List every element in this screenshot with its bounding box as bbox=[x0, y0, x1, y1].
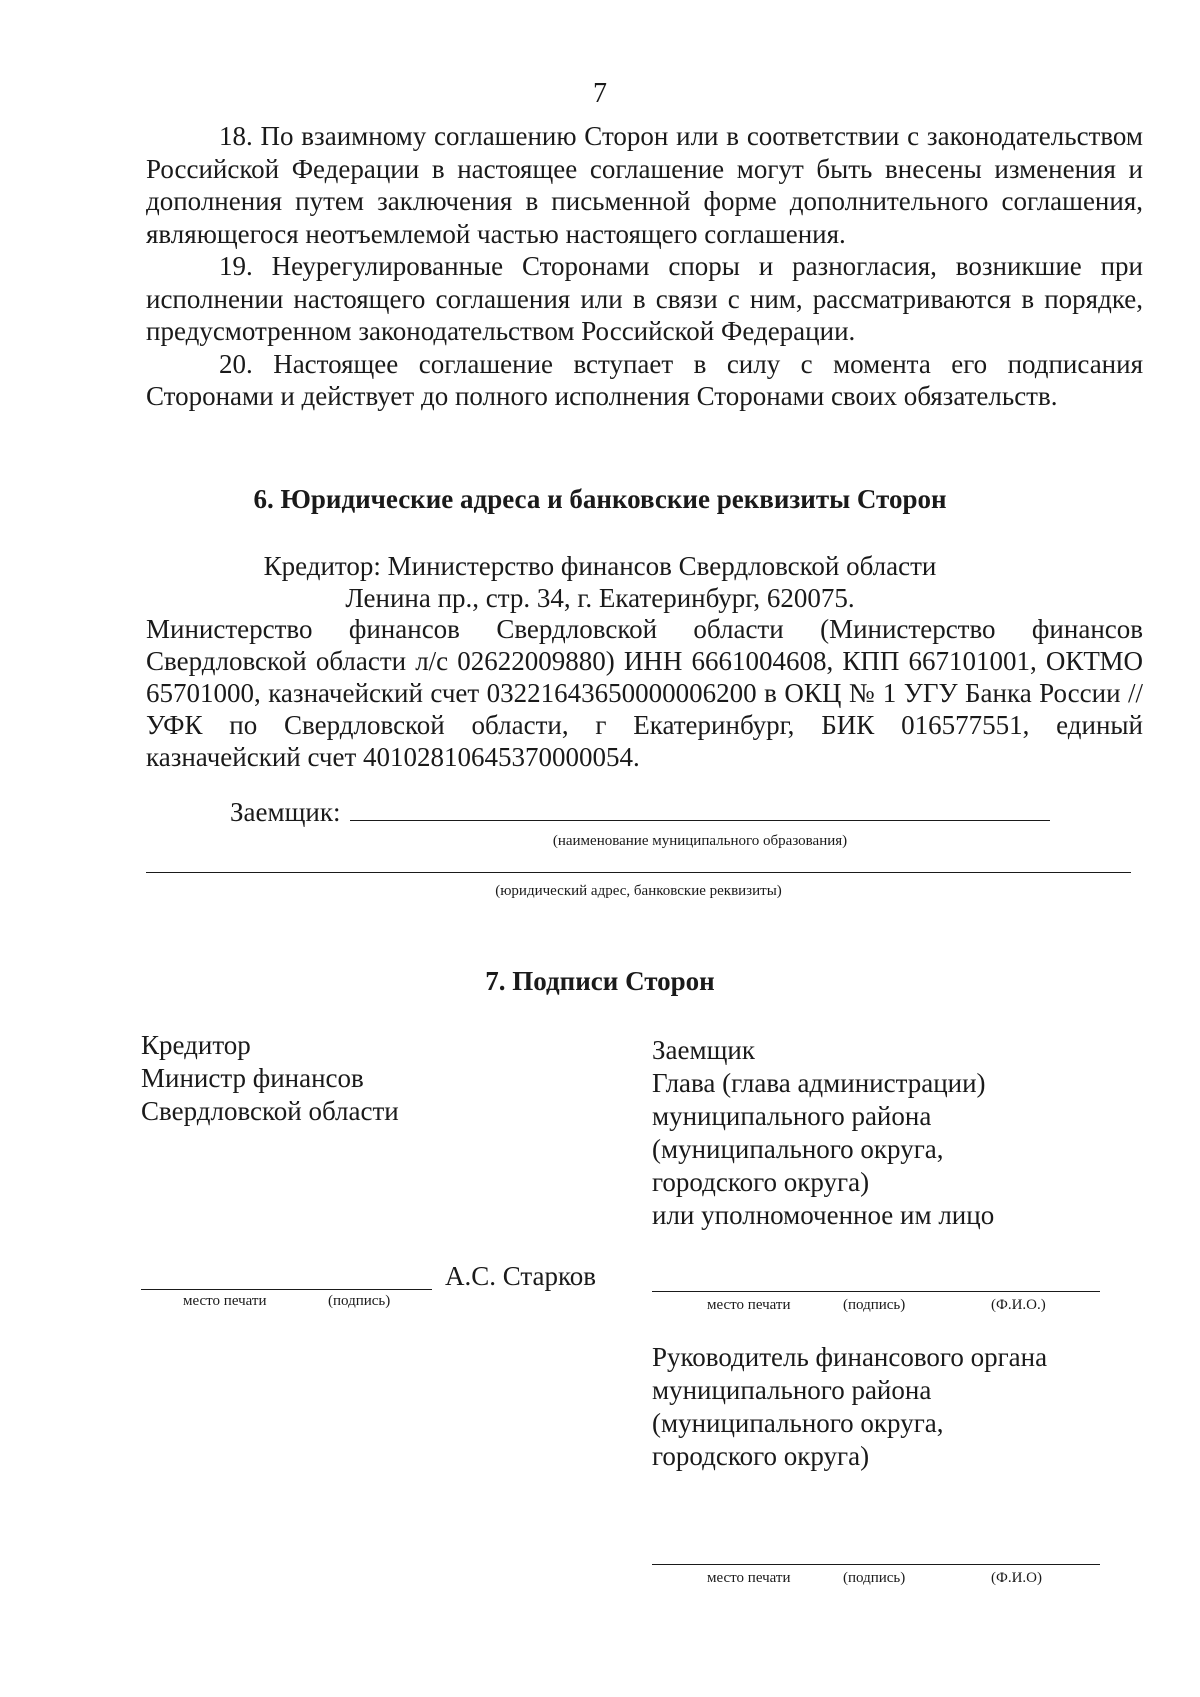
clause-19: 19. Неурегулированные Сторонами споры и разногласия, возникшие при исполнении настоящего соглашения или в связи с ним, рассматриваются в порядке, предусмотренном законодательством Российской Федерации. bbox=[146, 251, 1143, 346]
finance-head-district-line: муниципального района bbox=[652, 1375, 932, 1405]
agreement-clauses bbox=[146, 120, 1143, 413]
borrower-position-line: Глава (глава администрации) bbox=[652, 1068, 986, 1098]
borrower-seal-caption: место печати bbox=[707, 1297, 791, 1313]
section-6-title: 6. Юридические адреса и банковские реквизиты Сторон bbox=[253, 484, 947, 514]
borrower-address-caption: (юридический адрес, банковские реквизиты) bbox=[495, 883, 782, 899]
finance-head-title-line: Руководитель финансового органа bbox=[652, 1342, 1048, 1372]
borrower-authorized-line: или уполномоченное им лицо bbox=[652, 1200, 995, 1230]
clause-18: 18. По взаимному соглашению Сторон или в соответствии с законодательством Российской Федерации в настоящее соглашение могут быть внесены изменения и дополнения путем заключения в письменной форме дополнительного соглашения, являющегося неотъемлемой частью настоящего соглашения. bbox=[146, 121, 1143, 249]
creditor-seal-caption: место печати bbox=[183, 1293, 267, 1309]
page-number: 7 bbox=[593, 78, 607, 109]
creditor-region-line: Свердловской области bbox=[141, 1096, 399, 1126]
creditor-line: Кредитор: Министерство финансов Свердловской области bbox=[263, 551, 937, 581]
finance-head-signature-field bbox=[652, 1564, 1100, 1565]
creditor-requisites: Министерство финансов Свердловской области (Министерство финансов Свердловской области л/с 02622009880) ИНН 6661004608, КПП 667101001, ОКТМО 65701000, казначейский счет 03221643650000006200 в ОКЦ № 1 УГУ Банка России //УФК по Свердловской области, г Екатеринбург, БИК 016577551, единый казначейский счет 40102810645370000054. bbox=[146, 614, 1143, 772]
section-7-title: 7. Подписи Сторон bbox=[485, 966, 715, 996]
creditor-address: Ленина пр., стр. 34, г. Екатеринбург, 620075. bbox=[345, 583, 855, 613]
borrower-address-field bbox=[146, 872, 1131, 873]
borrower-district-line: муниципального района bbox=[652, 1101, 932, 1131]
borrower-title-line: Заемщик bbox=[652, 1035, 755, 1065]
borrower-signature-field bbox=[652, 1291, 1100, 1292]
borrower-city-line: городского округа) bbox=[652, 1167, 870, 1197]
creditor-signature-caption: (подпись) bbox=[328, 1293, 391, 1309]
borrower-name-caption: (Ф.И.О.) bbox=[991, 1297, 1046, 1313]
finance-head-municipal-line: (муниципального округа, bbox=[652, 1408, 944, 1438]
borrower-name-caption: (наименование муниципального образования) bbox=[552, 833, 848, 849]
finance-head-seal-caption: место печати bbox=[707, 1570, 791, 1586]
creditor-title-line: Кредитор bbox=[141, 1030, 251, 1060]
borrower-signature-block bbox=[652, 1034, 994, 1232]
finance-head-signature-caption: (подпись) bbox=[843, 1570, 906, 1586]
borrower-signature-caption: (подпись) bbox=[843, 1297, 906, 1313]
borrower-row bbox=[230, 797, 1050, 828]
creditor-signature-field bbox=[141, 1289, 432, 1290]
borrower-name-field bbox=[350, 798, 1050, 821]
creditor-position-line: Министр финансов bbox=[141, 1063, 364, 1093]
creditor-signer-name: А.С. Старков bbox=[445, 1261, 597, 1291]
borrower-label: Заемщик: bbox=[230, 797, 341, 827]
finance-head-signature-block bbox=[652, 1341, 1047, 1473]
borrower-municipal-line: (муниципального округа, bbox=[652, 1134, 944, 1164]
finance-head-name-caption: (Ф.И.О) bbox=[991, 1570, 1043, 1586]
creditor-signature-block bbox=[141, 1029, 399, 1128]
finance-head-city-line: городского округа) bbox=[652, 1441, 870, 1471]
clause-20: 20. Настоящее соглашение вступает в силу с момента его подписания Сторонами и действует до полного исполнения Сторонами своих обязательств. bbox=[146, 348, 1143, 411]
